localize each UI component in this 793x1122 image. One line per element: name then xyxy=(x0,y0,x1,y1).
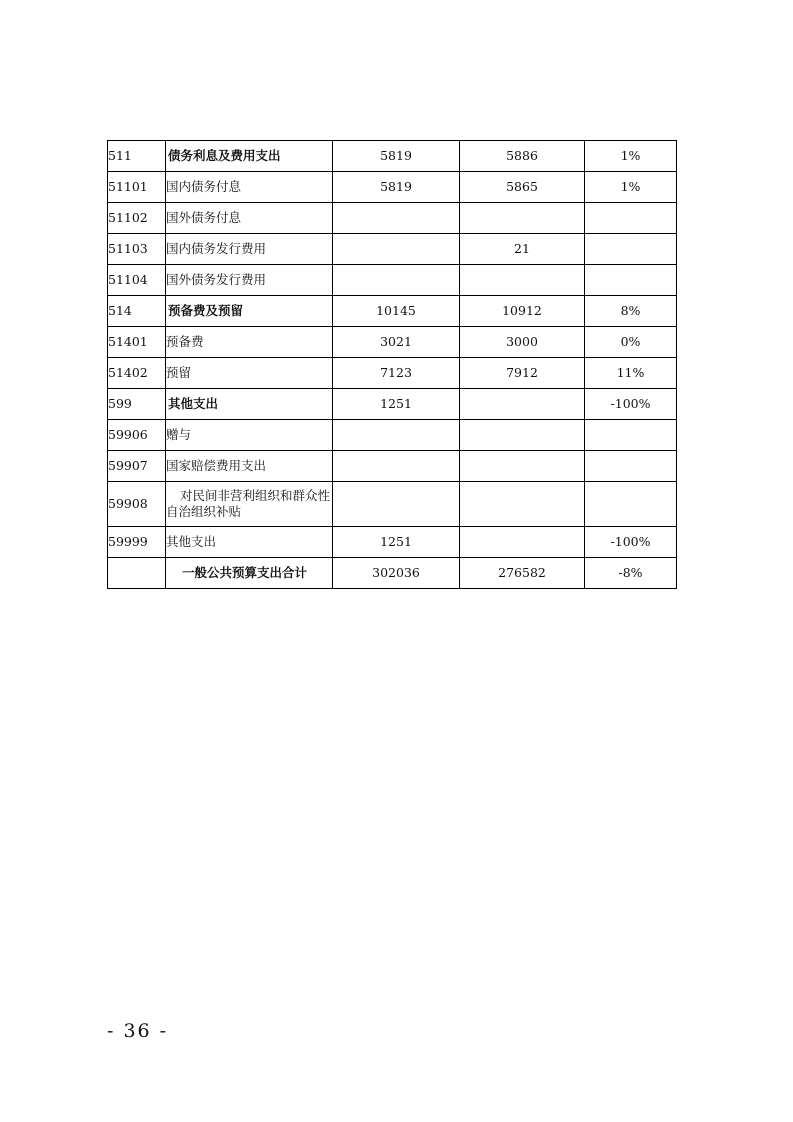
current-value-cell: 21 xyxy=(460,234,585,265)
change-percent-cell: -100% xyxy=(585,527,677,558)
current-value-cell xyxy=(460,482,585,527)
table-row xyxy=(108,234,677,265)
item-name-cell: 对民间非营利组织和群众性自治组织补贴 xyxy=(166,482,333,527)
item-code-cell: 511 xyxy=(108,141,166,172)
previous-value-cell: 5819 xyxy=(333,172,460,203)
item-name-cell: 其他支出 xyxy=(166,527,333,558)
table-row xyxy=(108,527,677,558)
current-value-cell: 10912 xyxy=(460,296,585,327)
item-name-cell: 其他支出 xyxy=(166,389,333,420)
current-value-cell xyxy=(460,451,585,482)
item-code-cell: 59908 xyxy=(108,482,166,527)
budget-table-body xyxy=(108,141,677,589)
item-name-cell: 赠与 xyxy=(166,420,333,451)
change-percent-cell xyxy=(585,420,677,451)
change-percent-cell: 1% xyxy=(585,141,677,172)
item-name-cell: 预留 xyxy=(166,358,333,389)
current-value-cell xyxy=(460,265,585,296)
table-row xyxy=(108,420,677,451)
change-percent-cell xyxy=(585,451,677,482)
item-code-cell: 51101 xyxy=(108,172,166,203)
previous-value-cell: 302036 xyxy=(333,558,460,589)
current-value-cell xyxy=(460,420,585,451)
table-row xyxy=(108,265,677,296)
table-row xyxy=(108,203,677,234)
current-value-cell xyxy=(460,527,585,558)
change-percent-cell: -100% xyxy=(585,389,677,420)
change-percent-cell xyxy=(585,203,677,234)
item-code-cell: 51103 xyxy=(108,234,166,265)
table-row xyxy=(108,327,677,358)
table-row xyxy=(108,172,677,203)
item-code-cell: 51402 xyxy=(108,358,166,389)
change-percent-cell: 8% xyxy=(585,296,677,327)
current-value-cell: 3000 xyxy=(460,327,585,358)
budget-table xyxy=(107,140,677,589)
previous-value-cell xyxy=(333,234,460,265)
table-row xyxy=(108,141,677,172)
item-code-cell: 514 xyxy=(108,296,166,327)
previous-value-cell: 1251 xyxy=(333,527,460,558)
table-row xyxy=(108,558,677,589)
change-percent-cell: 0% xyxy=(585,327,677,358)
previous-value-cell: 7123 xyxy=(333,358,460,389)
current-value-cell: 5886 xyxy=(460,141,585,172)
previous-value-cell: 3021 xyxy=(333,327,460,358)
current-value-cell xyxy=(460,389,585,420)
item-name-cell: 债务利息及费用支出 xyxy=(166,141,333,172)
item-name-cell: 国外债务付息 xyxy=(166,203,333,234)
table-row xyxy=(108,451,677,482)
item-code-cell: 51102 xyxy=(108,203,166,234)
previous-value-cell xyxy=(333,203,460,234)
current-value-cell: 5865 xyxy=(460,172,585,203)
page-number: - 36 - xyxy=(107,1020,169,1042)
current-value-cell: 7912 xyxy=(460,358,585,389)
item-code-cell xyxy=(108,558,166,589)
item-name-cell: 预备费及预留 xyxy=(166,296,333,327)
change-percent-cell: 11% xyxy=(585,358,677,389)
current-value-cell xyxy=(460,203,585,234)
table-row xyxy=(108,389,677,420)
table-row xyxy=(108,482,677,527)
previous-value-cell xyxy=(333,451,460,482)
change-percent-cell xyxy=(585,265,677,296)
item-name-cell: 国内债务发行费用 xyxy=(166,234,333,265)
item-name-cell: 国内债务付息 xyxy=(166,172,333,203)
previous-value-cell xyxy=(333,265,460,296)
item-code-cell: 51104 xyxy=(108,265,166,296)
change-percent-cell: -8% xyxy=(585,558,677,589)
previous-value-cell xyxy=(333,420,460,451)
change-percent-cell xyxy=(585,482,677,527)
item-name-cell: 一般公共预算支出合计 xyxy=(166,558,333,589)
previous-value-cell xyxy=(333,482,460,527)
current-value-cell: 276582 xyxy=(460,558,585,589)
previous-value-cell: 5819 xyxy=(333,141,460,172)
item-name-cell: 国外债务发行费用 xyxy=(166,265,333,296)
table-row xyxy=(108,358,677,389)
item-name-cell: 预备费 xyxy=(166,327,333,358)
change-percent-cell xyxy=(585,234,677,265)
previous-value-cell: 10145 xyxy=(333,296,460,327)
item-code-cell: 59907 xyxy=(108,451,166,482)
table-row xyxy=(108,296,677,327)
item-code-cell: 59999 xyxy=(108,527,166,558)
item-code-cell: 51401 xyxy=(108,327,166,358)
previous-value-cell: 1251 xyxy=(333,389,460,420)
item-code-cell: 599 xyxy=(108,389,166,420)
item-code-cell: 59906 xyxy=(108,420,166,451)
item-name-cell: 国家赔偿费用支出 xyxy=(166,451,333,482)
change-percent-cell: 1% xyxy=(585,172,677,203)
